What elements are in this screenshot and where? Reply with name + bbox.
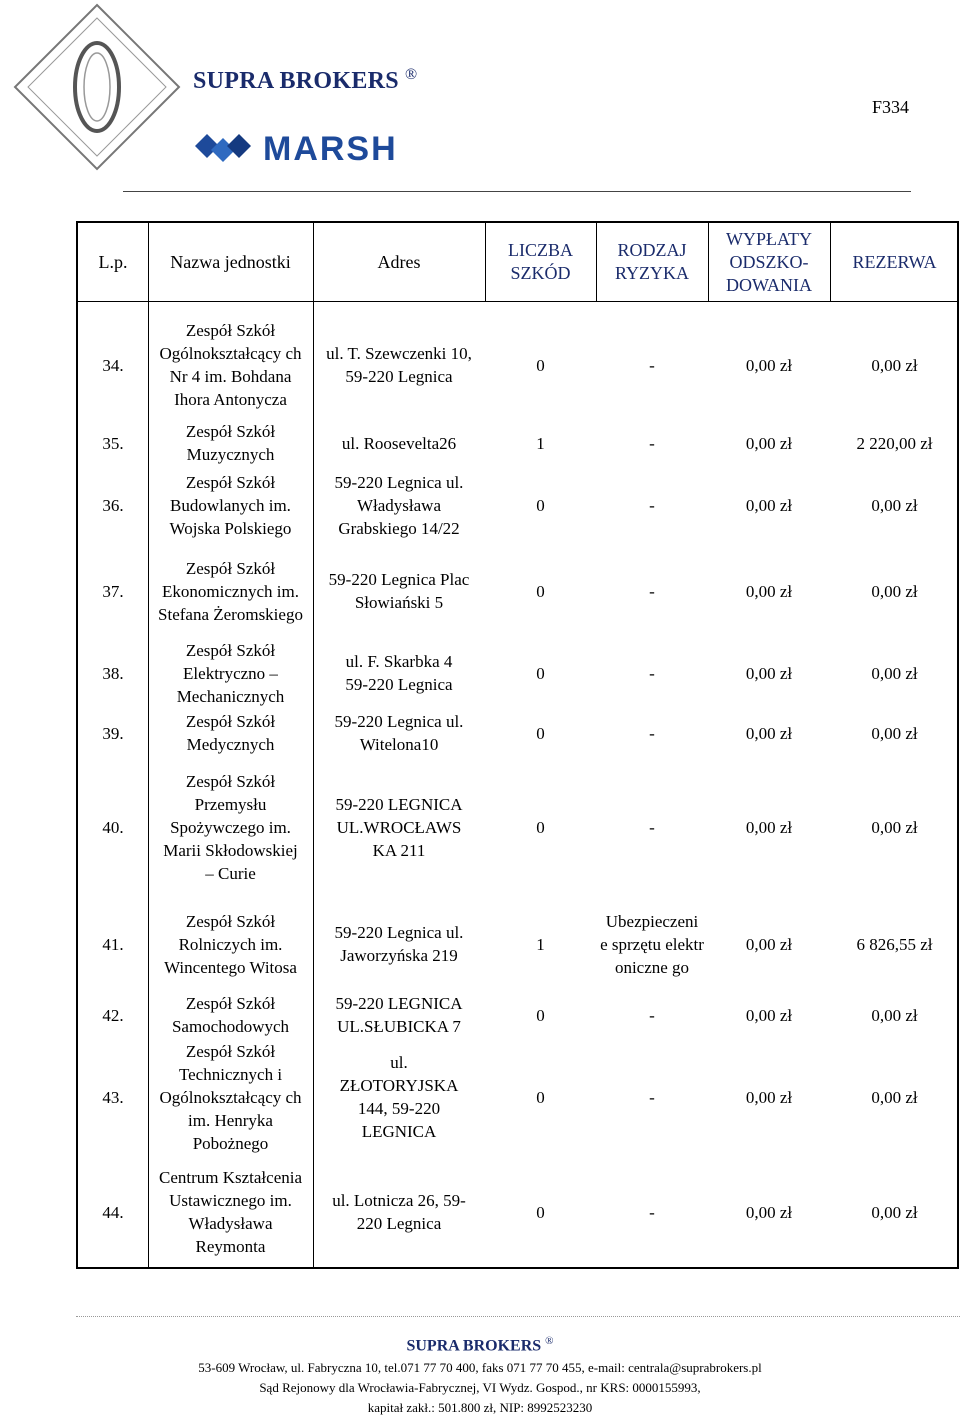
row-address: 59-220 LEGNICA UL.SŁUBICKA 7 — [335, 994, 463, 1036]
row-reserve: 0,00 zł — [871, 581, 918, 601]
row-lp: 42. — [102, 1005, 124, 1025]
row-name: Zespół Szkół Samochodowych — [171, 994, 290, 1036]
row-payouts: 0,00 zł — [745, 1087, 793, 1107]
row-reserve: 0,00 zł — [871, 495, 918, 515]
header-payouts: WYPŁATY ODSZKO-DOWANIA — [726, 228, 812, 295]
row-reserve: 0,00 zł — [871, 355, 918, 375]
row-reserve: 2 220,00 zł — [856, 433, 933, 453]
row-reserve: 0,00 zł — [871, 1005, 918, 1025]
row-claims: 0 — [536, 817, 545, 837]
row-payouts: 0,00 zł — [745, 723, 793, 743]
header-reserve: REZERWA — [852, 251, 937, 272]
header-name: Nazwa jednostki — [170, 251, 291, 272]
footer-brand: SUPRA BROKERS ® — [406, 1335, 554, 1355]
header-claims: LICZBA SZKÓD — [508, 240, 573, 283]
row-address: ul. F. Skarbka 4 59-220 Legnica — [345, 652, 453, 694]
row-lp: 35. — [102, 433, 124, 453]
header-risk: RODZAJ RYZYKA — [614, 240, 689, 283]
row-risk: - — [649, 495, 655, 515]
row-name: Centrum Kształcenia Ustawicznego im. Władysława Reymonta — [158, 1168, 303, 1256]
row-name: Zespół Szkół Elektryczno – Mechanicznych — [176, 640, 285, 706]
row-lp: 43. — [102, 1087, 124, 1107]
row-name: Zespół Szkół Rolniczych im. Wincentego Witosa — [164, 911, 297, 977]
row-name: Zespół Szkół Ogólnokształcący ch Nr 4 im. Bohdana Ihora Antonycza — [159, 321, 302, 409]
marsh-logo-icon — [193, 128, 443, 168]
row-claims: 1 — [536, 433, 545, 453]
row-payouts: 0,00 zł — [745, 1005, 793, 1025]
row-risk: - — [649, 355, 655, 375]
row-payouts: 0,00 zł — [745, 663, 793, 683]
row-payouts: 0,00 zł — [745, 934, 793, 954]
row-address: 59-220 Legnica Plac Słowiański 5 — [328, 570, 470, 612]
row-name: Zespół Szkół Ekonomicznych im. Stefana Żeromskiego — [158, 558, 303, 624]
row-address: ul. Roosevelta26 — [341, 433, 457, 453]
row-address: 59-220 LEGNICA UL.WROCŁAWS KA 211 — [335, 794, 463, 860]
row-payouts: 0,00 zł — [745, 495, 793, 515]
row-address: ul. Lotnicza 26, 59-220 Legnica — [332, 1191, 466, 1233]
row-name: Zespół Szkół Medycznych — [185, 712, 276, 754]
row-reserve: 0,00 zł — [871, 723, 918, 743]
row-risk: - — [649, 817, 655, 837]
row-payouts: 0,00 zł — [745, 355, 793, 375]
header-address: Adres — [377, 251, 421, 272]
row-risk: - — [649, 1005, 655, 1025]
row-payouts: 0,00 zł — [745, 1202, 793, 1222]
marsh-logo-text: MARSH — [263, 130, 398, 168]
footer-capital-line: kapitał zakł.: 501.800 zł, NIP: 8992523230 — [367, 1400, 593, 1415]
row-claims: 0 — [536, 495, 545, 515]
row-reserve: 0,00 zł — [871, 1087, 918, 1107]
footer-registry-line: Sąd Rejonowy dla Wrocławia-Fabrycznej, VI Wydz. Gospod., nr KRS: 0000155993, — [259, 1380, 701, 1395]
row-address: ul. T. Szewczenki 10, 59-220 Legnica — [326, 344, 472, 386]
row-claims: 1 — [536, 934, 545, 954]
row-lp: 38. — [102, 663, 124, 683]
row-lp: 36. — [102, 495, 124, 515]
row-lp: 39. — [102, 723, 124, 743]
row-claims: 0 — [536, 723, 545, 743]
row-claims: 0 — [536, 1087, 545, 1107]
row-claims: 0 — [536, 1005, 545, 1025]
row-address: 59-220 Legnica ul. Witelona10 — [334, 712, 464, 754]
row-payouts: 0,00 zł — [745, 581, 793, 601]
row-risk: - — [649, 433, 655, 453]
row-lp: 44. — [102, 1202, 124, 1222]
document-code: F334 — [872, 97, 910, 117]
brand-name: SUPRA BROKERS ® — [193, 66, 418, 94]
row-payouts: 0,00 zł — [745, 817, 793, 837]
row-risk: - — [649, 581, 655, 601]
row-address: 59-220 Legnica ul. Władysława Grabskiego 14/22 — [334, 472, 464, 538]
supra-brokers-logo-icon — [12, 2, 182, 172]
row-lp: 37. — [102, 581, 124, 601]
row-risk: - — [649, 1087, 655, 1107]
row-lp: 40. — [102, 817, 124, 837]
row-claims: 0 — [536, 355, 545, 375]
row-risk: - — [649, 723, 655, 743]
footer-divider — [76, 1316, 960, 1317]
row-risk: Ubezpieczeni e sprzętu elektroniczne go — [600, 911, 704, 977]
claims-table — [76, 221, 959, 1269]
row-name: Zespół Szkół Muzycznych — [185, 422, 276, 464]
header-divider — [123, 191, 911, 192]
row-name: Zespół Szkół Przemysłu Spożywczego im. Marii Skłodowskiej – Curie — [163, 771, 298, 883]
row-lp: 41. — [102, 934, 124, 954]
row-reserve: 0,00 zł — [871, 817, 918, 837]
row-risk: - — [649, 663, 655, 683]
row-claims: 0 — [536, 581, 545, 601]
row-address: 59-220 Legnica ul. Jaworzyńska 219 — [334, 923, 464, 965]
footer-address-line: 53-609 Wrocław, ul. Fabryczna 10, tel.071 77 70 400, faks 071 77 70 455, e-mail: centrala@suprabrokers.pl — [198, 1360, 762, 1375]
row-claims: 0 — [536, 1202, 545, 1222]
row-reserve: 0,00 zł — [871, 663, 918, 683]
header-lp: L.p. — [98, 251, 128, 272]
row-risk: - — [649, 1202, 655, 1222]
row-reserve: 0,00 zł — [871, 1202, 918, 1222]
row-reserve: 6 826,55 zł — [856, 934, 933, 954]
row-claims: 0 — [536, 663, 545, 683]
row-lp: 34. — [102, 355, 124, 375]
row-name: Zespół Szkół Technicznych i Ogólnokształcący ch im. Henryka Pobożnego — [159, 1041, 302, 1153]
row-address: ul. ZŁOTORYJSKA 144, 59-220 LEGNICA — [339, 1053, 459, 1141]
row-name: Zespół Szkół Budowlanych im. Wojska Polskiego — [169, 472, 292, 538]
row-payouts: 0,00 zł — [745, 433, 793, 453]
